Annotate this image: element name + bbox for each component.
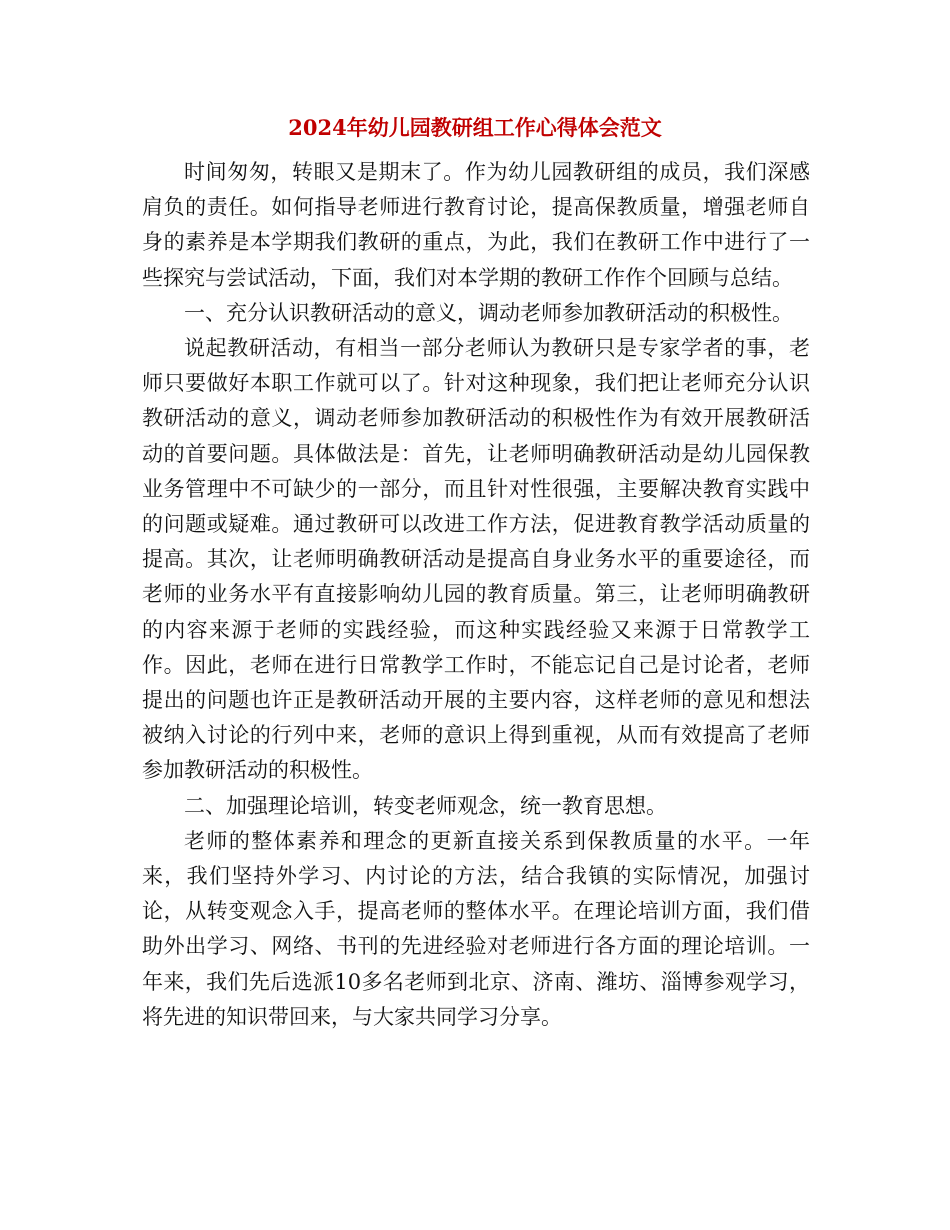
document-body: [142, 155, 810, 1035]
document-title: 2024年幼儿园教研组工作心得体会范文: [288, 115, 662, 140]
section-heading-2: 二、加强理论培训，转变老师观念，统一教育思想。: [184, 793, 667, 818]
paragraph-section-2: 老师的整体素养和理念的更新直接关系到保教质量的水平。一年来，我们坚持外学习、内讨论的方法，结合我镇的实际情况，加强讨论，从转变观念入手，提高老师的整体水平。在理论培训方面，我们借助外出学习、网络、书刊的先进经验对老师进行各方面的理论培训。一年来，我们先后选派10多名老师到北京、济南、潍坊、淄博参观学习，将先进的知识带回来，与大家共同学习分享。: [142, 828, 810, 1029]
section-heading-1: 一、充分认识教研活动的意义，调动老师参加教研活动的积极性。: [184, 300, 793, 325]
paragraph-section-1: 说起教研活动，有相当一部分老师认为教研只是专家学者的事，老师只要做好本职工作就可以了。针对这种现象，我们把让老师充分认识教研活动的意义，调动老师参加教研活动的积极性作为有效开展教研活动的首要问题。具体做法是：首先，让老师明确教研活动是幼儿园保教业务管理中不可缺少的一部分，而且针对性很强，主要解决教育实践中的问题或疑难。通过教研可以改进工作方法，促进教育教学活动质量的提高。其次，让老师明确教研活动是提高自身业务水平的重要途径，而老师的业务水平有直接影响幼儿园的教育质量。第三，让老师明确教研的内容来源于老师的实践经验，而这种实践经验又来源于日常教学工作。因此，老师在进行日常教学工作时，不能忘记自己是讨论者，老师提出的问题也许正是教研活动开展的主要内容，这样老师的意见和想法被纳入讨论的行列中来，老师的意识上得到重视，从而有效提高了老师参加教研活动的积极性。: [142, 336, 810, 783]
paragraph-intro: 时间匆匆，转眼又是期末了。作为幼儿园教研组的成员，我们深感肩负的责任。如何指导老师进行教育讨论，提高保教质量，增强老师自身的素养是本学期我们教研的重点，为此，我们在教研工作中进行了一些探究与尝试活动，下面，我们对本学期的教研工作作个回顾与总结。: [142, 160, 810, 290]
